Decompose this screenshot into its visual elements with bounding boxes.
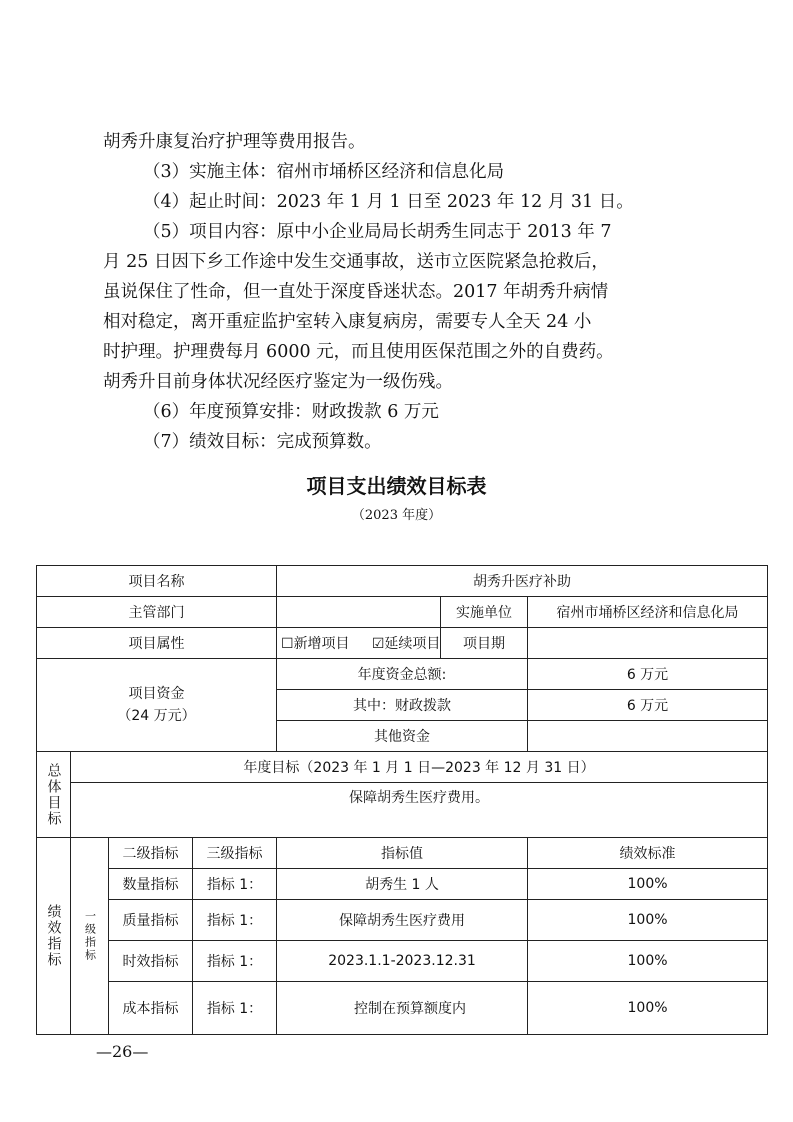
perf-label: 绩效指标	[37, 838, 71, 1035]
table-row	[37, 597, 768, 628]
checkbox-checked-icon: ☑	[371, 636, 385, 652]
attr-continue-label: 延续项目	[384, 636, 441, 652]
level2-cell: 成本指标	[109, 982, 193, 1035]
other-label: 其他资金	[277, 721, 528, 752]
paragraph-line: （4）起止时间：2023 年 1 月 1 日至 2023 年 12 月 31 日。	[143, 192, 634, 212]
level3-cell: 指标 1：	[193, 941, 277, 982]
value-cell: 胡秀生 1 人	[277, 869, 528, 900]
level2-cell: 数量指标	[109, 869, 193, 900]
paragraph-line: （6）年度预算安排：财政拨款 6 万元	[143, 402, 439, 422]
paragraph-line: 虽说保住了性命，但一直处于深度昏迷状态。2017 年胡秀升病情	[103, 282, 609, 302]
project-name-value: 胡秀升医疗补助	[277, 566, 768, 597]
table-row	[37, 982, 768, 1035]
col-level3: 三级指标	[193, 838, 277, 869]
table-row	[37, 628, 768, 659]
attr-label: 项目属性	[37, 628, 277, 659]
table-title: 项目支出绩效目标表	[306, 474, 487, 498]
dept-value	[277, 597, 441, 628]
table-row	[37, 566, 768, 597]
table-row	[37, 783, 768, 838]
project-name-label: 项目名称	[37, 566, 277, 597]
period-label: 项目期	[441, 628, 528, 659]
table-row	[37, 659, 768, 690]
checkbox-unchecked-icon: ☐	[281, 636, 294, 652]
performance-table	[36, 565, 768, 1035]
table-row	[37, 752, 768, 783]
funds-total: （24 万元）	[117, 708, 196, 724]
table-row	[37, 838, 768, 869]
standard-cell: 100%	[528, 941, 768, 982]
table-subtitle: （2023 年度）	[351, 508, 442, 523]
standard-cell: 100%	[528, 869, 768, 900]
paragraph-line: 相对稳定，离开重症监护室转入康复病房，需要专人全天 24 小	[103, 312, 592, 332]
level2-cell: 质量指标	[109, 900, 193, 941]
funds-label-cell	[37, 659, 277, 752]
level2-cell: 时效指标	[109, 941, 193, 982]
page-number: —26—	[96, 1042, 149, 1061]
overall-goal-label: 总体目标	[37, 752, 71, 838]
level1-label: 一级指标	[71, 838, 109, 1035]
col-standard: 绩效标准	[528, 838, 768, 869]
paragraph-line: 胡秀升目前身体状况经医疗鉴定为一级伤残。	[103, 372, 453, 392]
impl-unit-label: 实施单位	[441, 597, 528, 628]
dept-label: 主管部门	[37, 597, 277, 628]
table-row	[37, 869, 768, 900]
col-value: 指标值	[277, 838, 528, 869]
funds-label: 项目资金	[128, 686, 185, 702]
annual-goal-header: 年度目标（2023 年 1 月 1 日—2023 年 12 月 31 日）	[71, 752, 768, 783]
impl-unit-value: 宿州市埇桥区经济和信息化局	[528, 597, 768, 628]
paragraph-line: （7）绩效目标：完成预算数。	[143, 432, 382, 452]
fiscal-value: 6 万元	[528, 690, 768, 721]
table-row	[37, 941, 768, 982]
annual-goal-text: 保障胡秀生医疗费用。	[71, 783, 768, 838]
value-cell: 控制在预算额度内	[277, 982, 528, 1035]
value-cell: 保障胡秀生医疗费用	[277, 900, 528, 941]
paragraph-line: （3）实施主体：宿州市埇桥区经济和信息化局	[143, 162, 505, 182]
level3-cell: 指标 1：	[193, 900, 277, 941]
other-value	[528, 721, 768, 752]
fiscal-label: 其中：财政拨款	[277, 690, 528, 721]
paragraph-line: 胡秀升康复治疗护理等费用报告。	[103, 132, 366, 152]
col-level2: 二级指标	[109, 838, 193, 869]
attr-options	[277, 628, 441, 659]
annual-total-label: 年度资金总额:	[277, 659, 528, 690]
standard-cell: 100%	[528, 900, 768, 941]
standard-cell: 100%	[528, 982, 768, 1035]
paragraph-line: （5）项目内容：原中小企业局局长胡秀生同志于 2013 年 7	[143, 222, 612, 242]
level3-cell: 指标 1：	[193, 869, 277, 900]
paragraph-line: 时护理。护理费每月 6000 元，而且使用医保范围之外的自费药。	[103, 342, 614, 362]
attr-new-label: 新增项目	[293, 636, 350, 652]
level3-cell: 指标 1：	[193, 982, 277, 1035]
value-cell: 2023.1.1-2023.12.31	[277, 941, 528, 982]
annual-total-value: 6 万元	[528, 659, 768, 690]
period-value	[528, 628, 768, 659]
paragraph-line: 月 25 日因下乡工作途中发生交通事故，送市立医院紧急抢救后，	[103, 252, 609, 272]
table-row	[37, 900, 768, 941]
